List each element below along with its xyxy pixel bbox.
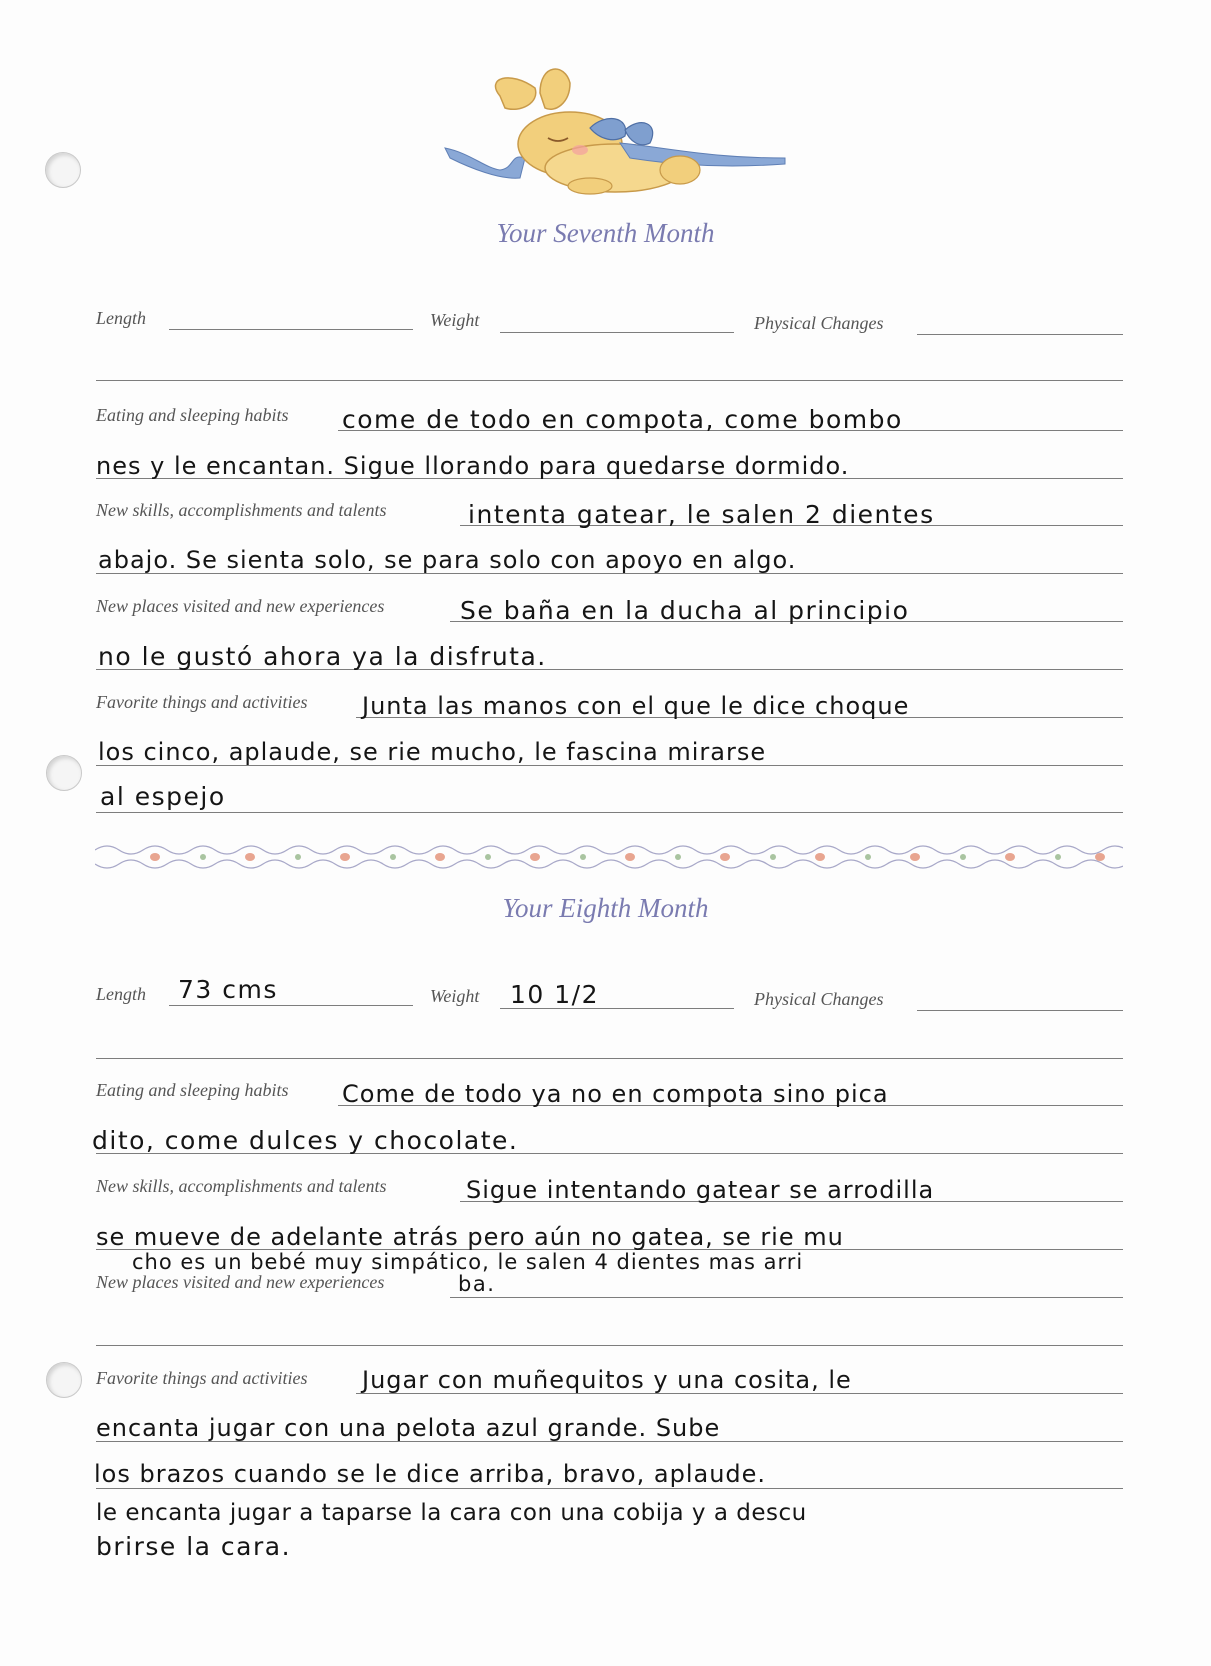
m8-skills-text-3: cho es un bebé muy simpático, le salen 4 dientes mas arri (132, 1250, 804, 1274)
m7-eating-label: Eating and sleeping habits (96, 405, 289, 425)
m7-skills-text-1: intenta gatear, le salen 2 dientes (468, 500, 935, 529)
binder-hole-bottom (46, 1362, 82, 1398)
m7-weight-label: Weight (430, 310, 480, 330)
m8-skills-text-2: se mueve de adelante atrás pero aún no gatea, se rie mu (96, 1223, 844, 1251)
m8-eating-label: Eating and sleeping habits (96, 1080, 289, 1100)
m7-places-text-1: Se baña en la ducha al principio (460, 596, 910, 625)
m7-skills-text-2: abajo. Se sienta solo, se para solo con apoyo en algo. (98, 546, 797, 574)
m7-weight-line (500, 332, 734, 333)
eighth-month-title: Your Eighth Month (502, 893, 709, 923)
m8-physical-changes-line (917, 1010, 1123, 1011)
m8-skills-label: New skills, accomplishments and talents (96, 1176, 387, 1196)
binder-hole-top (45, 152, 81, 188)
m8-favorite-line-3 (96, 1488, 1123, 1489)
m7-physical-changes-label: Physical Changes (754, 313, 884, 333)
m8-length-label: Length (96, 984, 147, 1004)
m8-favorite-text-4: le encanta jugar a taparse la cara con una cobija y a descu (96, 1500, 807, 1526)
m7-favorite-text-2: los cinco, aplaude, se rie mucho, le fascina mirarse (98, 738, 767, 766)
m8-places-line-2 (96, 1345, 1123, 1346)
m8-eating-text-1: Come de todo ya no en compota sino pica (342, 1080, 889, 1108)
m8-skills-text-1: Sigue intentando gatear se arrodilla (466, 1176, 935, 1204)
m8-physical-changes-label: Physical Changes (754, 989, 884, 1009)
m7-length-line (169, 329, 413, 330)
m7-length-label: Length (96, 308, 147, 328)
m7-places-text-2: no le gustó ahora ya la disfruta. (98, 642, 547, 671)
floral-border-divider (95, 840, 1123, 876)
binder-hole-middle (46, 755, 82, 791)
m8-weight-label: Weight (430, 986, 480, 1006)
m7-eating-text-2: nes y le encantan. Sigue llorando para quedarse dormido. (96, 452, 850, 480)
m7-favorite-text-1: Junta las manos con el que le dice choque (362, 692, 910, 720)
m8-favorite-text-3: los brazos cuando se le dice arriba, bravo, aplaude. (94, 1460, 767, 1488)
m7-places-label: New places visited and new experiences (96, 596, 385, 616)
m7-favorite-line-3 (96, 812, 1123, 813)
m7-skills-label: New skills, accomplishments and talents (96, 500, 387, 520)
m8-favorite-text-2: encanta jugar con una pelota azul grande. Sube (96, 1414, 721, 1442)
m8-eating-text-2: dito, come dulces y chocolate. (92, 1126, 519, 1155)
m8-favorite-label: Favorite things and activities (96, 1368, 308, 1388)
m8-places-line-1 (450, 1297, 1123, 1298)
m8-skills-text-4: ba. (458, 1272, 496, 1296)
m8-favorite-text-1: Jugar con muñequitos y una cosita, le (362, 1366, 852, 1394)
m7-physical-changes-line-2 (96, 380, 1123, 381)
m7-favorite-label: Favorite things and activities (96, 692, 308, 712)
m8-physical-changes-line-2 (96, 1058, 1123, 1059)
m7-physical-changes-line (917, 334, 1123, 335)
m7-eating-text-1: come de todo en compota, come bombo (342, 405, 903, 434)
sleeping-bunny-illustration (440, 58, 790, 203)
m8-places-label: New places visited and new experiences (96, 1272, 385, 1292)
m8-favorite-text-5: brirse la cara. (96, 1532, 292, 1561)
m8-weight-value: 10 1/2 (510, 980, 599, 1009)
seventh-month-title: Your Seventh Month (496, 218, 715, 248)
m8-length-value: 73 cms (178, 975, 278, 1004)
m7-favorite-text-3: al espejo (100, 782, 226, 811)
m8-length-line (169, 1005, 413, 1006)
